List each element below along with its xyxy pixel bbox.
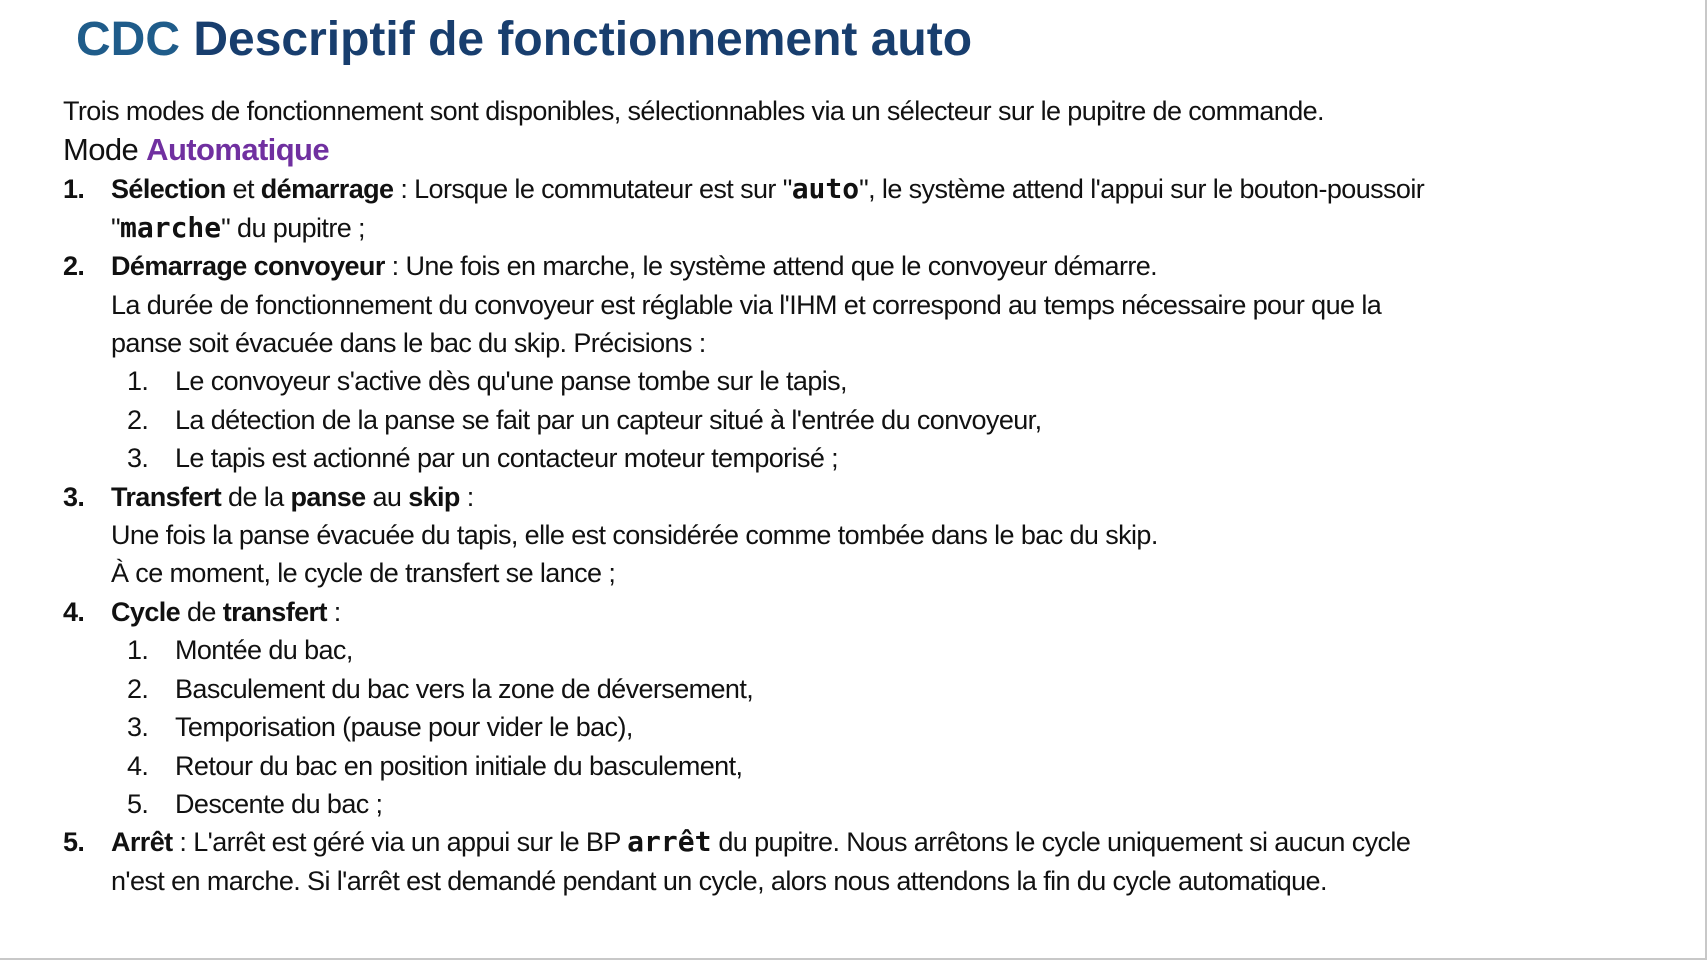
step-line (111, 209, 1683, 247)
step-text: " du pupitre ; (221, 212, 365, 243)
step-text: : Une fois en marche, le système attend que le convoyeur démarre. (384, 251, 1158, 282)
step-keyword: Démarrage convoyeur (111, 251, 385, 282)
step-line (111, 478, 1683, 516)
sub-item (111, 631, 1683, 669)
step-text: ", le système attend l'appui sur le bouton-poussoir (859, 174, 1425, 205)
slide-title (76, 8, 972, 72)
step-text: : (459, 481, 474, 512)
step-item (63, 823, 1683, 900)
sub-item (111, 362, 1683, 400)
step-keyword: démarrage (260, 174, 394, 205)
step-line (111, 170, 1683, 208)
sub-list (111, 631, 1683, 823)
step-line (111, 593, 1683, 631)
sub-number: 4. (127, 750, 149, 781)
step-item (63, 593, 1683, 823)
code-term: arrêt (627, 825, 712, 859)
step-line: La durée de fonctionnement du convoyeur est réglable via l'IHM et correspond au temps nécessaire pour que la (111, 289, 1382, 320)
sub-list (111, 362, 1683, 477)
sub-text: Montée du bac, (175, 635, 353, 666)
step-number: 5. (63, 827, 85, 858)
step-item (63, 478, 1683, 593)
step-number: 4. (63, 596, 85, 627)
step-text: " (111, 212, 120, 243)
sub-number: 2. (127, 673, 149, 704)
step-keyword: skip (408, 481, 460, 512)
mode-heading (63, 130, 1683, 170)
step-line: panse soit évacuée dans le bac du skip. Précisions : (111, 328, 706, 359)
step-item (63, 247, 1683, 477)
intro-text: Trois modes de fonctionnement sont disponibles, sélectionnables via un sélecteur sur le pupitre de commande. (63, 96, 1324, 126)
slide-body (63, 92, 1683, 900)
sub-text: Basculement du bac vers la zone de déversement, (175, 673, 754, 704)
sub-text: Le tapis est actionné par un contacteur moteur temporisé ; (175, 443, 839, 474)
step-line: Une fois la panse évacuée du tapis, elle est considérée comme tombée dans le bac du skip. (111, 520, 1158, 551)
mode-label: Mode (63, 132, 139, 168)
step-keyword: panse (290, 481, 366, 512)
title-main: Descriptif de fonctionnement auto (193, 13, 973, 66)
code-term: marche (120, 210, 222, 244)
step-text: et (225, 174, 261, 205)
step-number: 1. (63, 174, 85, 205)
step-text: : (326, 596, 341, 627)
step-text: : Lorsque le commutateur est sur " (393, 174, 792, 205)
sub-text: Temporisation (pause pour vider le bac), (175, 712, 633, 743)
sub-text: Le convoyeur s'active dès qu'une panse tombe sur le tapis, (175, 366, 847, 397)
sub-item (111, 747, 1683, 785)
step-text: : L'arrêt est géré via un appui sur le BP (172, 827, 628, 858)
sub-number: 1. (127, 366, 149, 397)
step-number: 2. (63, 251, 85, 282)
step-keyword: Transfert (111, 481, 222, 512)
step-keyword: Cycle (111, 596, 181, 627)
sub-number: 2. (127, 404, 149, 435)
step-number: 3. (63, 481, 85, 512)
sub-item (111, 708, 1683, 746)
sub-number: 3. (127, 712, 149, 743)
sub-number: 3. (127, 443, 149, 474)
step-keyword: transfert (222, 596, 327, 627)
step-line: n'est en marche. Si l'arrêt est demandé pendant un cycle, alors nous attendons la fin du cycle automatique. (111, 865, 1327, 896)
sub-item (111, 670, 1683, 708)
sub-text: La détection de la panse se fait par un capteur situé à l'entrée du convoyeur, (175, 404, 1042, 435)
sub-item (111, 785, 1683, 823)
sub-number: 1. (127, 635, 149, 666)
sub-text: Retour du bac en position initiale du basculement, (175, 750, 743, 781)
mode-name: Automatique (146, 132, 330, 168)
step-text: du pupitre. Nous arrêtons le cycle uniquement si aucun cycle (711, 827, 1411, 858)
step-line (111, 247, 1683, 285)
step-text: au (365, 481, 409, 512)
steps-list (63, 170, 1683, 900)
sub-text: Descente du bac ; (175, 788, 383, 819)
step-text: de la (221, 481, 291, 512)
step-line (111, 823, 1683, 861)
sub-item (111, 401, 1683, 439)
step-text: de (180, 596, 223, 627)
sub-item (111, 439, 1683, 477)
sub-number: 5. (127, 788, 149, 819)
step-keyword: Sélection (111, 174, 226, 205)
step-item (63, 170, 1683, 247)
step-line: À ce moment, le cycle de transfert se lance ; (111, 558, 616, 589)
title-prefix: CDC (76, 13, 180, 66)
step-keyword: Arrêt (111, 827, 173, 858)
code-term: auto (791, 172, 860, 206)
